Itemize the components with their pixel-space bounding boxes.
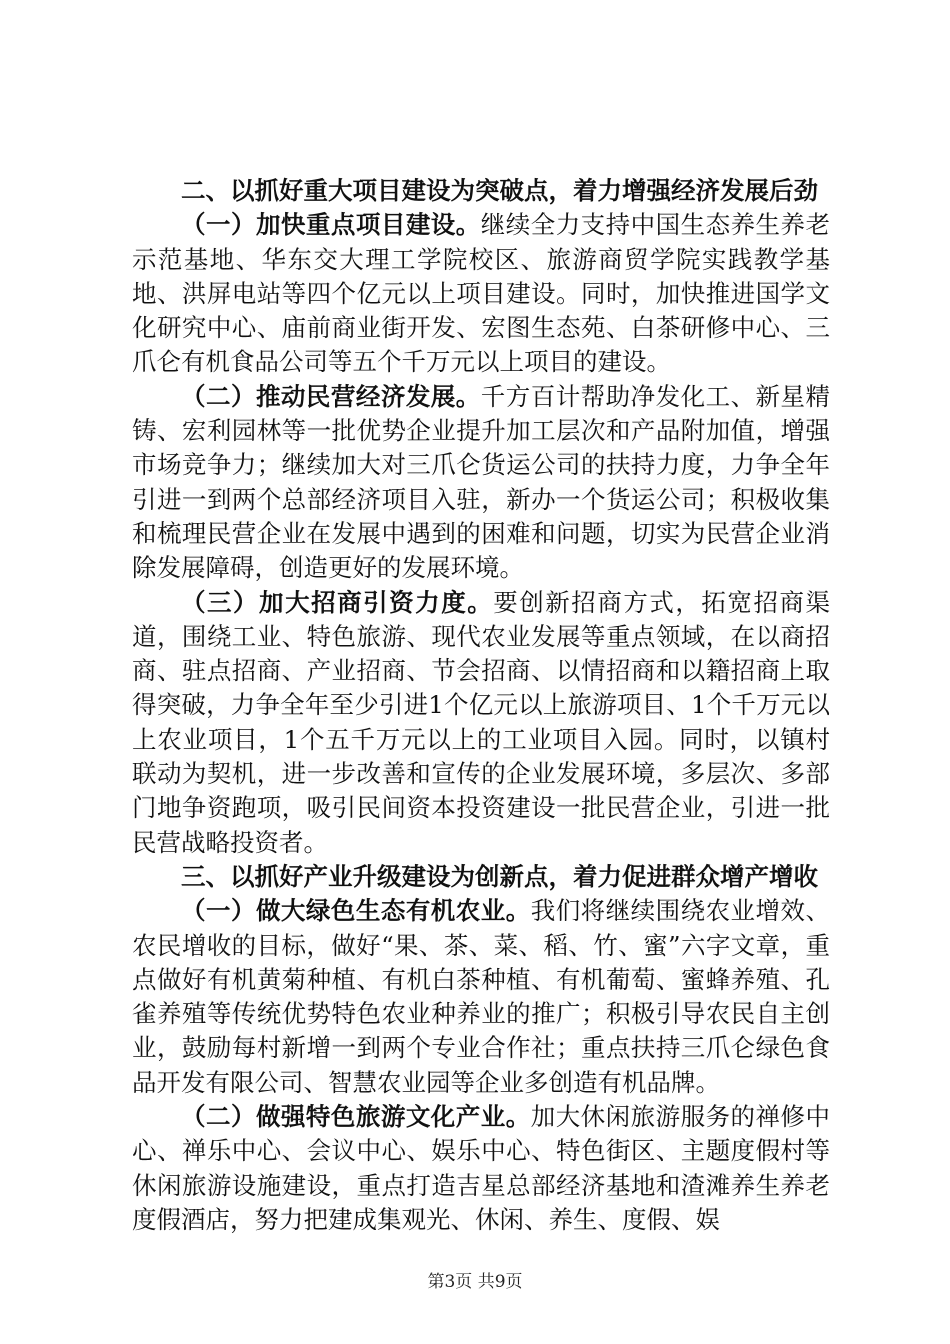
- page-number-footer: 第3页 共9页: [427, 1272, 523, 1292]
- paragraph-body: 继续全力支持中国生态养生养老示范基地、华东交大理工学院校区、旅游商贸学院实践教学基地、洪屏电站等四个亿元以上项目建设。同时，加快推进国学文化研究中心、庙前商业街开发、宏图生态苑、白茶研修中心、三爪仑有机食品公司等五个千万元以上项目的建设。: [132, 210, 831, 377]
- paragraph-lead: （一）做大绿色生态有机农业。: [181, 896, 531, 926]
- paragraph-private-economy: [132, 380, 830, 586]
- paragraph-body: 要创新招商方式，拓宽招商渠道，围绕工业、特色旅游、现代农业发展等重点领域，在以商招商、驻点招商、产业招商、节会招商、以情招商和以籍招商上取得突破，力争全年至少引进1个亿元以上旅游项目、1个千万元以上农业项目，1个五千万元以上的工业项目入园。同时，以镇村联动为契机，进一步改善和宣传的企业发展环境，多层次、多部门地争资跑项，吸引民间资本投资建设一批民营企业，引进一批民营战略投资者。: [132, 587, 830, 857]
- section-heading-3: 三、以抓好产业升级建设为创新点，着力促进群众增产增收: [181, 861, 818, 891]
- paragraph-investment: [132, 586, 830, 860]
- paragraph-organic-agriculture: [132, 894, 830, 1100]
- paragraph-tourism-culture: [132, 1100, 830, 1237]
- document-body: [132, 174, 830, 1237]
- paragraph-body: 加大休闲旅游服务的禅修中心、禅乐中心、会议中心、娱乐中心、特色街区、主题度假村等休闲旅游设施建设，重点打造吉星总部经济基地和渣滩养生养老度假酒店，努力把建成集观光、休闲、养生、度假、娱: [132, 1102, 830, 1234]
- section-heading-2: 二、以抓好重大项目建设为突破点，着力增强经济发展后劲: [181, 176, 818, 205]
- paragraph-body: 我们将继续围绕农业增效、农民增收的目标，做好“果、茶、菜、稻、竹、蜜”六字文章，重点做好有机黄菊种植、有机白茶种植、有机葡萄、蜜蜂养殖、孔雀养殖等传统优势特色农业种养业的推广；积极引导农民自主创业，鼓励每村新增一到两个专业合作社；重点扶持三爪仑绿色食品开发有限公司、智慧农业园等企业多创造有机品牌。: [132, 896, 830, 1097]
- paragraph-lead: （二）做强特色旅游文化产业。: [181, 1102, 531, 1132]
- paragraph-lead: （三）加大招商引资力度。: [181, 587, 494, 617]
- paragraph-body: 千方百计帮助净发化工、新星精铸、宏利园林等一批优势企业提升加工层次和产品附加值，增强市场竞争力；继续加大对三爪仑货运公司的扶持力度，力争全年引进一到两个总部经济项目入驻，新办一个货运公司；积极收集和梳理民营企业在发展中遇到的困难和问题，切实为民营企业消除发展障碍，创造更好的发展环境。: [132, 381, 831, 583]
- paragraph-key-projects: [132, 208, 830, 379]
- paragraph-lead: （二）推动民营经济发展。: [181, 381, 481, 411]
- paragraph-lead: （一）加快重点项目建设。: [181, 210, 481, 240]
